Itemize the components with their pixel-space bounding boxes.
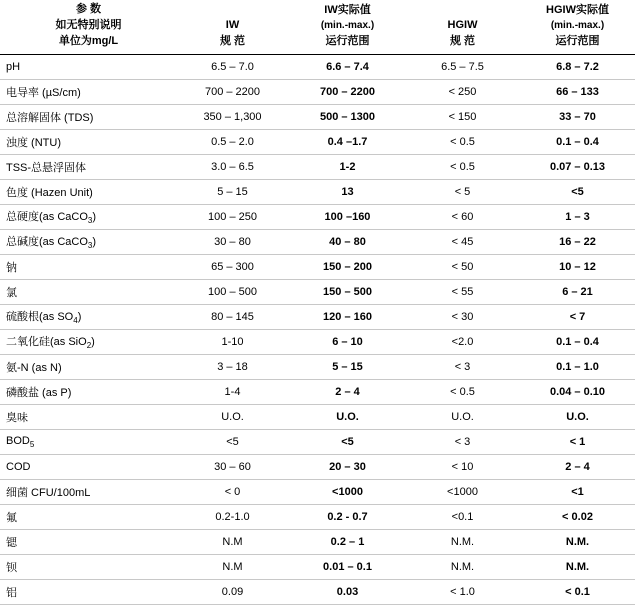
header-line: 单位为mg/L	[58, 34, 119, 47]
cell-hgiw-spec: < 55	[405, 279, 520, 304]
cell-iw-actual: 100 –160	[290, 204, 405, 229]
cell-hgiw-actual: 1 – 3	[520, 204, 635, 229]
cell-hgiw-spec: < 1.0	[405, 579, 520, 604]
cell-hgiw-spec: < 10	[405, 454, 520, 479]
header-line: 如无特别说明	[55, 18, 122, 31]
header-line: IW	[225, 18, 240, 31]
cell-hgiw-actual: < 7	[520, 304, 635, 329]
cell-hgiw-actual: N.M.	[520, 554, 635, 579]
cell-iw-spec: 65 – 300	[175, 254, 290, 279]
cell-iw-actual: 700 – 2200	[290, 79, 405, 104]
cell-hgiw-spec: < 0.5	[405, 129, 520, 154]
row-parameter-label: 锶	[0, 529, 175, 554]
table-row	[0, 479, 635, 504]
table-row	[0, 579, 635, 604]
cell-iw-spec: 700 – 2200	[175, 79, 290, 104]
column-header-hgiw-actual	[520, 0, 635, 54]
table-row	[0, 179, 635, 204]
cell-iw-actual: 40 – 80	[290, 229, 405, 254]
cell-hgiw-actual: 0.1 – 1.0	[520, 354, 635, 379]
cell-iw-actual: 0.2 – 1	[290, 529, 405, 554]
cell-hgiw-spec: 6.5 – 7.5	[405, 54, 520, 79]
cell-iw-spec: U.O.	[175, 404, 290, 429]
table-row	[0, 229, 635, 254]
row-parameter-label: 磷酸盐 (as P)	[0, 379, 175, 404]
cell-hgiw-actual: < 1	[520, 429, 635, 454]
header-line: HGIW	[447, 18, 478, 31]
cell-iw-spec: 100 – 500	[175, 279, 290, 304]
cell-iw-actual: 150 – 200	[290, 254, 405, 279]
cell-iw-spec: N.M	[175, 529, 290, 554]
column-header-iw-actual	[290, 0, 405, 54]
cell-iw-spec: < 0	[175, 479, 290, 504]
row-parameter-label: 色度 (Hazen Unit)	[0, 179, 175, 204]
header-line: HGIW实际值	[546, 4, 609, 17]
cell-hgiw-actual: 0.07 – 0.13	[520, 154, 635, 179]
cell-iw-spec: <5	[175, 429, 290, 454]
row-parameter-label: TSS-总悬浮固体	[0, 154, 175, 179]
table-row	[0, 79, 635, 104]
row-parameter-label: $BOD_5$	[0, 429, 175, 454]
table-row	[0, 154, 635, 179]
cell-hgiw-actual: < 0.1	[520, 579, 635, 604]
table-row	[0, 254, 635, 279]
cell-hgiw-spec: < 30	[405, 304, 520, 329]
cell-hgiw-spec: < 150	[405, 104, 520, 129]
table-row	[0, 129, 635, 154]
row-parameter-label: 铝	[0, 579, 175, 604]
cell-hgiw-spec: N.M.	[405, 554, 520, 579]
cell-hgiw-actual: 33 – 70	[520, 104, 635, 129]
cell-hgiw-actual: 10 – 12	[520, 254, 635, 279]
cell-hgiw-actual: 0.1 – 0.4	[520, 129, 635, 154]
header-line: 规 范	[219, 34, 246, 47]
table-row	[0, 54, 635, 79]
cell-hgiw-actual: 66 – 133	[520, 79, 635, 104]
row-parameter-label: 氟	[0, 504, 175, 529]
cell-hgiw-actual: < 0.02	[520, 504, 635, 529]
table-row	[0, 454, 635, 479]
table-header	[0, 0, 635, 54]
table-row	[0, 504, 635, 529]
table-row	[0, 429, 635, 454]
cell-iw-actual: 1-2	[290, 154, 405, 179]
table-row	[0, 329, 635, 354]
cell-hgiw-actual: 6 – 21	[520, 279, 635, 304]
header-row	[0, 0, 635, 54]
header-line: 运行范围	[325, 34, 370, 47]
header-line: (min.-max.)	[320, 20, 375, 32]
row-parameter-label: 总硬度(as CaCO$_3$)	[0, 204, 175, 229]
cell-hgiw-spec: < 0.5	[405, 154, 520, 179]
cell-iw-actual: <5	[290, 429, 405, 454]
cell-iw-spec: 350 – 1,300	[175, 104, 290, 129]
cell-hgiw-spec: < 45	[405, 229, 520, 254]
cell-iw-actual: 0.03	[290, 579, 405, 604]
cell-hgiw-spec: <0.1	[405, 504, 520, 529]
cell-iw-actual: 0.01 – 0.1	[290, 554, 405, 579]
cell-iw-actual: 5 – 15	[290, 354, 405, 379]
cell-iw-spec: 1-10	[175, 329, 290, 354]
cell-hgiw-spec: <1000	[405, 479, 520, 504]
cell-hgiw-spec: < 50	[405, 254, 520, 279]
table-row	[0, 354, 635, 379]
cell-iw-spec: 30 – 60	[175, 454, 290, 479]
row-parameter-label: 细菌 CFU/100mL	[0, 479, 175, 504]
header-line: (min.-max.)	[550, 20, 605, 32]
cell-iw-spec: 0.09	[175, 579, 290, 604]
cell-iw-actual: <1000	[290, 479, 405, 504]
cell-iw-spec: 3.0 – 6.5	[175, 154, 290, 179]
table-row	[0, 554, 635, 579]
cell-hgiw-actual: 6.8 – 7.2	[520, 54, 635, 79]
cell-hgiw-spec: U.O.	[405, 404, 520, 429]
cell-iw-spec: 3 – 18	[175, 354, 290, 379]
cell-hgiw-spec: < 3	[405, 354, 520, 379]
table-row	[0, 279, 635, 304]
header-line: 运行范围	[555, 34, 600, 47]
row-parameter-label: 总溶解固体 (TDS)	[0, 104, 175, 129]
cell-hgiw-actual: <1	[520, 479, 635, 504]
cell-iw-actual: 20 – 30	[290, 454, 405, 479]
header-line: 规 范	[449, 34, 476, 47]
cell-iw-actual: 0.2 - 0.7	[290, 504, 405, 529]
cell-iw-actual: 13	[290, 179, 405, 204]
cell-iw-actual: 6.6 – 7.4	[290, 54, 405, 79]
table-row	[0, 379, 635, 404]
cell-iw-spec: 100 – 250	[175, 204, 290, 229]
cell-iw-actual: 500 – 1300	[290, 104, 405, 129]
row-parameter-label: 电导率 (µS/cm)	[0, 79, 175, 104]
cell-hgiw-spec: <2.0	[405, 329, 520, 354]
cell-iw-spec: 0.5 – 2.0	[175, 129, 290, 154]
table-row	[0, 204, 635, 229]
cell-iw-actual: 120 – 160	[290, 304, 405, 329]
cell-iw-spec: 30 – 80	[175, 229, 290, 254]
row-parameter-label: 钠	[0, 254, 175, 279]
row-parameter-label: 钡	[0, 554, 175, 579]
cell-iw-actual: 2 – 4	[290, 379, 405, 404]
cell-iw-actual: U.O.	[290, 404, 405, 429]
column-header-iw-spec	[175, 0, 290, 54]
header-line: IW实际值	[324, 4, 371, 17]
row-parameter-label: 总碱度(as CaCO$_3$)	[0, 229, 175, 254]
cell-hgiw-actual: U.O.	[520, 404, 635, 429]
row-parameter-label: 二氧化硅(as SiO$_2$)	[0, 329, 175, 354]
cell-hgiw-spec: < 5	[405, 179, 520, 204]
cell-iw-actual: 150 – 500	[290, 279, 405, 304]
cell-iw-spec: 5 – 15	[175, 179, 290, 204]
cell-hgiw-spec: < 3	[405, 429, 520, 454]
cell-hgiw-spec: < 60	[405, 204, 520, 229]
row-parameter-label: 臭味	[0, 404, 175, 429]
table-body	[0, 54, 635, 604]
cell-iw-spec: 1-4	[175, 379, 290, 404]
cell-iw-actual: 0.4 –1.7	[290, 129, 405, 154]
cell-hgiw-spec: < 0.5	[405, 379, 520, 404]
table-row	[0, 304, 635, 329]
cell-hgiw-actual: 16 – 22	[520, 229, 635, 254]
cell-hgiw-actual: 0.1 – 0.4	[520, 329, 635, 354]
row-parameter-label: 氨-N (as N)	[0, 354, 175, 379]
table-row	[0, 104, 635, 129]
row-parameter-label: pH	[0, 54, 175, 79]
cell-hgiw-actual: 0.04 – 0.10	[520, 379, 635, 404]
column-header-parameter	[0, 0, 175, 54]
row-parameter-label: COD	[0, 454, 175, 479]
row-parameter-label: 硫酸根(as $SO_4$)	[0, 304, 175, 329]
row-parameter-label: 氯	[0, 279, 175, 304]
cell-hgiw-spec: < 250	[405, 79, 520, 104]
cell-iw-spec: 0.2-1.0	[175, 504, 290, 529]
cell-iw-spec: 6.5 – 7.0	[175, 54, 290, 79]
cell-hgiw-spec: N.M.	[405, 529, 520, 554]
cell-hgiw-actual: 2 – 4	[520, 454, 635, 479]
row-parameter-label: 浊度 (NTU)	[0, 129, 175, 154]
cell-hgiw-actual: N.M.	[520, 529, 635, 554]
cell-iw-actual: 6 – 10	[290, 329, 405, 354]
table-row	[0, 404, 635, 429]
cell-iw-spec: 80 – 145	[175, 304, 290, 329]
header-line: 参 数	[75, 3, 102, 15]
cell-hgiw-actual: <5	[520, 179, 635, 204]
cell-iw-spec: N.M	[175, 554, 290, 579]
column-header-hgiw-spec	[405, 0, 520, 54]
